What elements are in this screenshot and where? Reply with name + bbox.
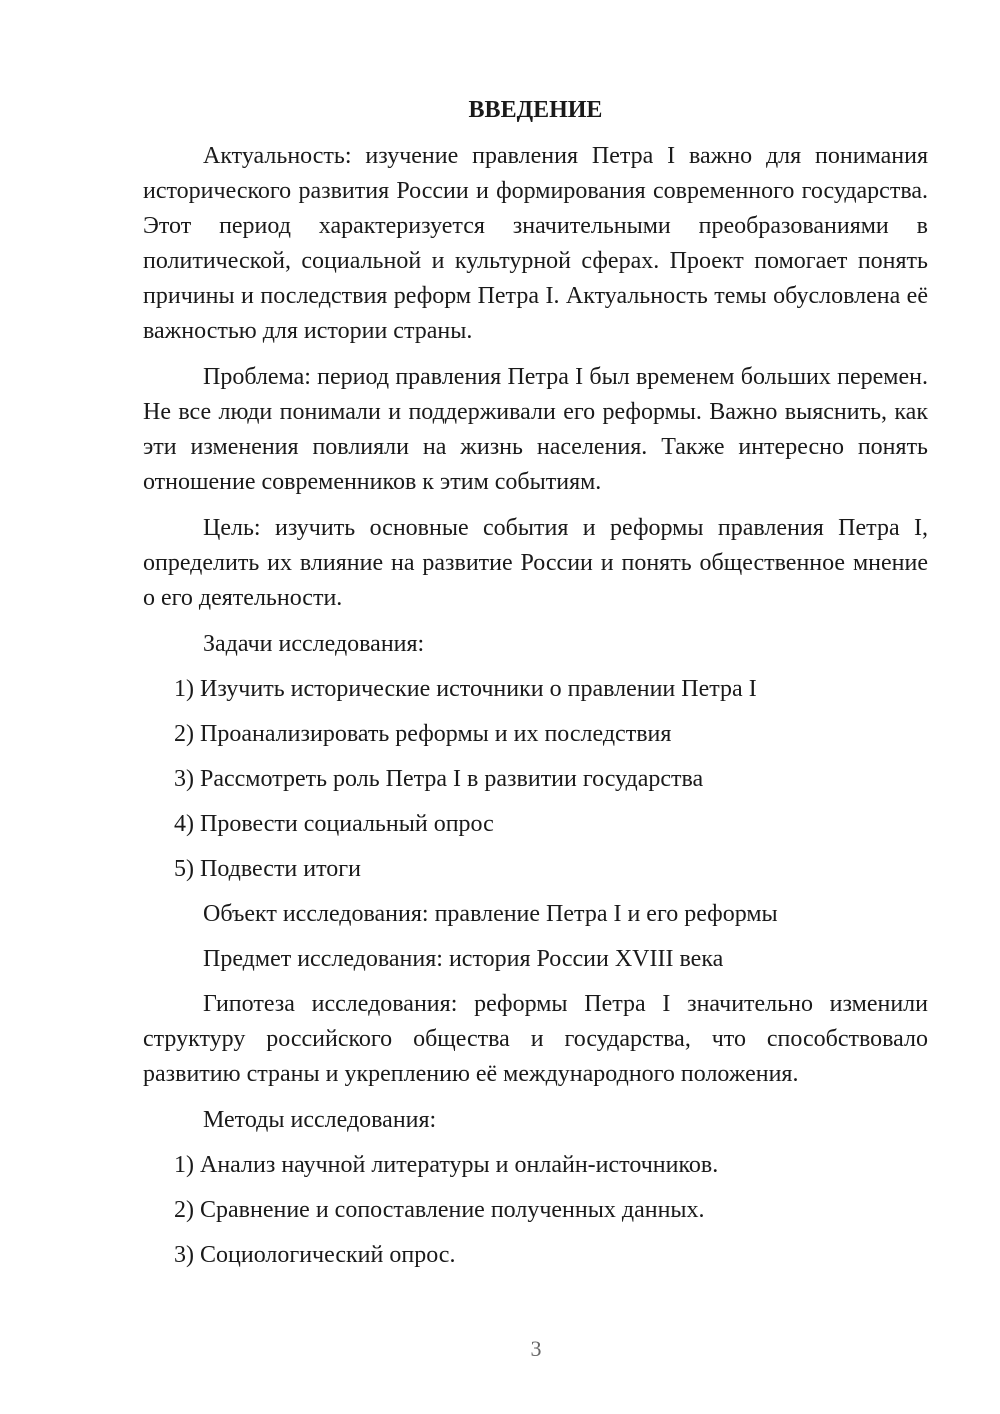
task-item: 3) Рассмотреть роль Петра I в развитии государства bbox=[174, 766, 704, 792]
task-item: 5) Подвести итоги bbox=[174, 856, 361, 882]
hypothesis-paragraph: Гипотеза исследования: реформы Петра I значительно изменили структуру российского общества и государства, что способствовало развитию страны и укреплению её международного положения. bbox=[143, 991, 928, 1087]
task-item: 2) Проанализировать реформы и их последствия bbox=[174, 721, 672, 747]
section-title: ВВЕДЕНИЕ bbox=[468, 97, 603, 123]
research-object: Объект исследования: правление Петра I и его реформы bbox=[203, 901, 778, 927]
page-content bbox=[143, 93, 928, 1283]
methods-heading: Методы исследования: bbox=[203, 1107, 437, 1133]
tasks-heading: Задачи исследования: bbox=[203, 631, 425, 657]
research-subject: Предмет исследования: история России XVIII века bbox=[203, 946, 724, 972]
method-item: 2) Сравнение и сопоставление полученных данных. bbox=[174, 1197, 705, 1223]
method-item: 1) Анализ научной литературы и онлайн-источников. bbox=[174, 1152, 719, 1178]
page-number: 3 bbox=[530, 1336, 542, 1361]
task-item: 4) Провести социальный опрос bbox=[174, 811, 494, 837]
method-item: 3) Социологический опрос. bbox=[174, 1242, 456, 1268]
problem-paragraph: Проблема: период правления Петра I был временем больших перемен. Не все люди понимали и поддерживали его реформы. Важно выяснить, как эти изменения повлияли на жизнь населения. Также интересно понять отношение современников к этим событиям. bbox=[143, 364, 928, 495]
task-item: 1) Изучить исторические источники о правлении Петра I bbox=[174, 676, 757, 702]
relevance-paragraph: Актуальность: изучение правления Петра I важно для понимания исторического развития России и формирования современного государства. Этот период характеризуется значительными преобразованиями в политической, социальной и культурной сферах. Проект помогает понять причины и последствия реформ Петра I. Актуальность темы обусловлена её важностью для истории страны. bbox=[143, 143, 928, 344]
goal-paragraph: Цель: изучить основные события и реформы правления Петра I, определить их влияние на развитие России и понять общественное мнение о его деятельности. bbox=[143, 515, 928, 611]
